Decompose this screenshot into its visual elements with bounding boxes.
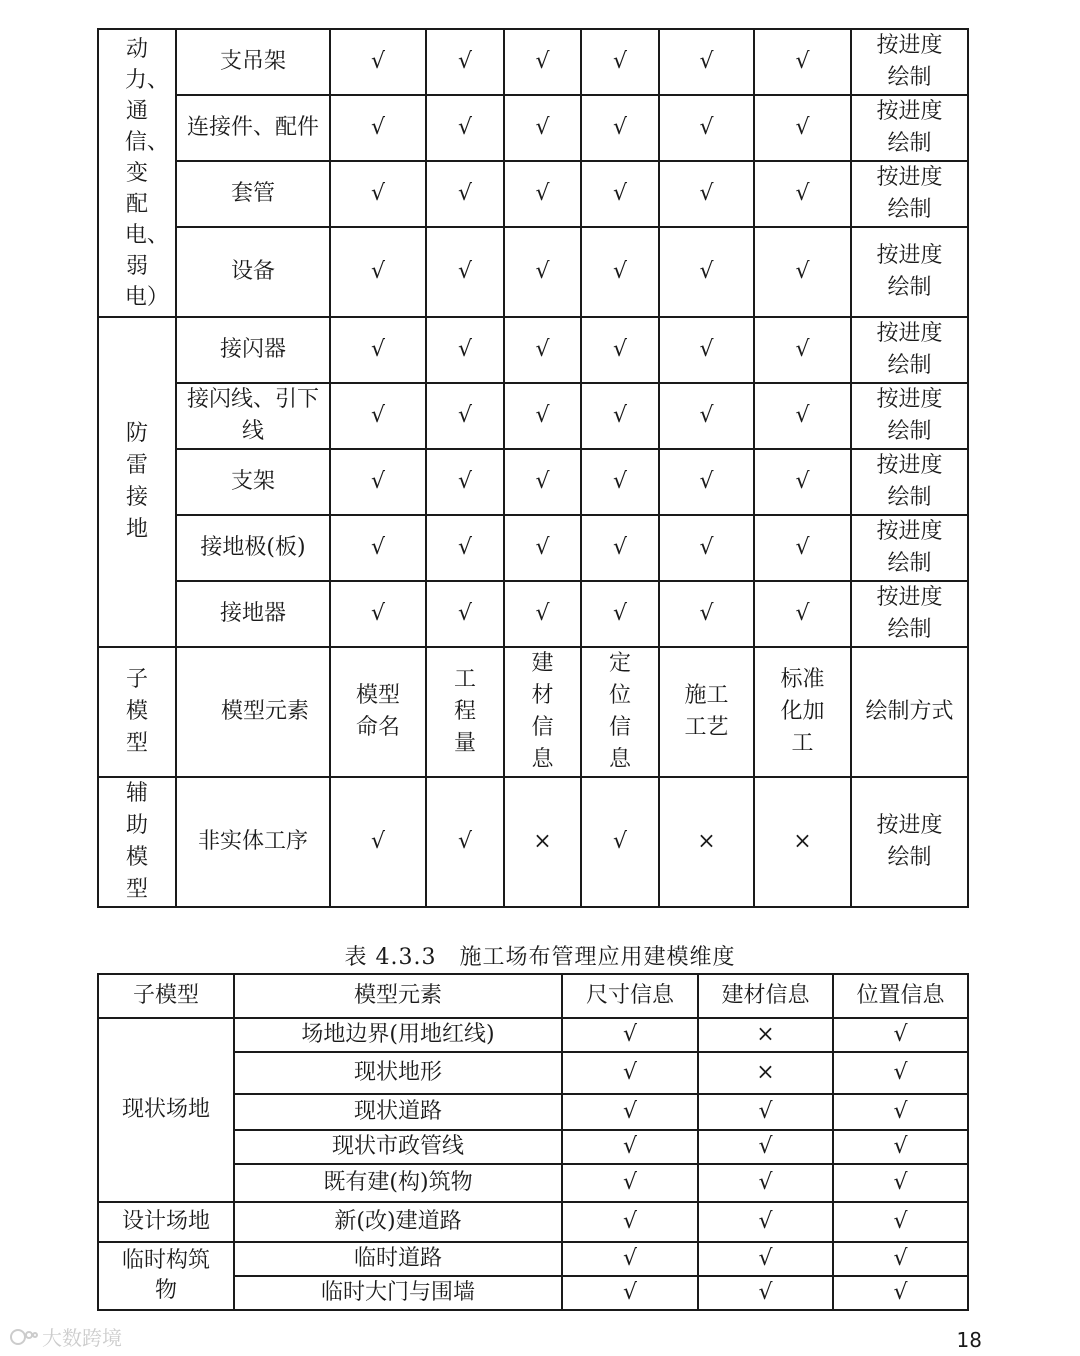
group-cell-power [98,29,176,317]
mark-cell: √ [581,383,659,449]
mark-cell: √ [504,161,581,227]
method-cell-text: 按进度绘制 [876,99,943,156]
method-cell [851,29,968,95]
group-cell [98,1202,234,1242]
table-row [98,581,968,647]
element-cell [176,161,330,227]
method-cell-text: 按进度绘制 [876,519,943,576]
header-cell-text: 施工工艺 [684,683,729,740]
method-cell [851,515,968,581]
mark-cell: √ [562,1164,698,1202]
element-cell: 临时道路 [234,1242,562,1276]
mark-cell: √ [698,1130,833,1164]
modeling-dimension-table-top [97,28,969,908]
header-cell [754,647,851,777]
mark-cell: √ [659,227,754,317]
group-cell-text: 设计场地 [121,1209,210,1234]
element-cell-text: 接闪器 [219,337,286,362]
mark-cell: √ [659,317,754,383]
mark-cell: √ [833,1052,968,1094]
table-row [98,317,968,383]
table-row [98,95,968,161]
mark-cell: √ [659,449,754,515]
element-cell [176,449,330,515]
header-cell [851,647,968,777]
mark-cell: √ [426,29,504,95]
mark-cell: √ [581,227,659,317]
mark-cell: √ [562,1052,698,1094]
mark-cell: √ [698,1094,833,1130]
mark-cell: √ [581,777,659,907]
table-row [98,1202,968,1242]
mark-cell: √ [833,1130,968,1164]
element-cell: 现状地形 [234,1052,562,1094]
element-cell: 新(改)建道路 [234,1202,562,1242]
mark-cell: √ [754,515,851,581]
header-cell: 位置信息 [833,974,968,1018]
mark-cell: √ [330,581,426,647]
method-cell [851,161,968,227]
table-row [98,161,968,227]
table-row [98,1242,968,1276]
table-row [98,383,968,449]
table-row [98,515,968,581]
mark-cell: √ [754,161,851,227]
mark-cell: √ [330,227,426,317]
method-cell-text: 按进度绘制 [876,33,943,90]
mark-cell: √ [504,317,581,383]
mark-cell: √ [581,95,659,161]
mark-cell: √ [330,29,426,95]
header-cell-text: 绘制方式 [865,699,954,724]
mark-cell: √ [562,1018,698,1052]
mark-cell: √ [330,95,426,161]
mark-cell: √ [754,317,851,383]
mark-cell: √ [330,161,426,227]
header-cell [659,647,754,777]
element-cell [176,29,330,95]
mark-cell: √ [754,581,851,647]
method-cell [851,581,968,647]
mark-cell: √ [754,29,851,95]
mark-cell: √ [504,95,581,161]
mark-cell: √ [562,1242,698,1276]
element-cell: 场地边界(用地红线) [234,1018,562,1052]
mark-cell: √ [833,1094,968,1130]
group-cell-aux [98,777,176,907]
mark-cell: √ [581,449,659,515]
mark-cell: √ [754,449,851,515]
element-cell [176,581,330,647]
header-cell-text: 建材信息 [531,651,554,772]
method-cell-text: 按进度绘制 [876,813,943,870]
mark-cell: × [754,777,851,907]
mark-cell: √ [330,449,426,515]
element-cell-text: 接闪线、引下线 [186,387,319,444]
header-cell-text: 标准化加工 [780,667,825,756]
method-cell-text: 按进度绘制 [876,243,943,300]
mark-cell: √ [833,1276,968,1310]
mark-cell: √ [426,515,504,581]
method-cell-text: 按进度绘制 [876,321,943,378]
group-cell [98,1242,234,1310]
element-cell [176,95,330,161]
watermark [10,1322,122,1351]
mark-cell: √ [659,161,754,227]
mark-cell: √ [504,383,581,449]
mark-cell: √ [504,581,581,647]
mark-cell: √ [330,317,426,383]
mark-cell: √ [426,777,504,907]
mark-cell: √ [562,1094,698,1130]
mark-cell: √ [426,161,504,227]
mark-cell: √ [426,383,504,449]
header-cell [98,647,176,777]
mark-cell: √ [833,1018,968,1052]
group-cell-power-text: 动力、通信、变配电、弱电） [124,36,169,310]
mark-cell: √ [581,161,659,227]
method-cell [851,95,968,161]
mark-cell: √ [426,227,504,317]
table-caption: 表 4.3.3 施工场布管理应用建模维度 [344,945,736,970]
group-cell-lightning-text: 防雷接地 [125,421,148,542]
mark-cell: √ [659,581,754,647]
mark-cell: √ [504,29,581,95]
mark-cell: √ [562,1202,698,1242]
mark-cell: √ [581,581,659,647]
mark-cell: × [698,1052,833,1094]
header-cell: 模型元素 [234,974,562,1018]
watermark-logo-icon [10,1327,38,1347]
mark-cell: √ [330,383,426,449]
element-cell [176,317,330,383]
mark-cell: × [698,1018,833,1052]
mark-cell: √ [581,515,659,581]
mark-cell: √ [833,1164,968,1202]
mark-cell: √ [659,95,754,161]
mark-cell: √ [581,317,659,383]
method-cell-text: 按进度绘制 [876,585,943,642]
mark-cell: √ [330,777,426,907]
mark-cell: √ [504,227,581,317]
header-cell [426,647,504,777]
mark-cell: √ [330,515,426,581]
table-row [98,1018,968,1052]
method-cell-text: 按进度绘制 [876,387,943,444]
mark-cell: × [504,777,581,907]
mark-cell: √ [426,581,504,647]
header-cell [176,647,330,777]
mark-cell: × [659,777,754,907]
element-cell: 临时大门与围墙 [234,1276,562,1310]
header-cell-text: 模型命名 [355,683,400,740]
mark-cell: √ [659,515,754,581]
mark-cell: √ [698,1242,833,1276]
element-cell [176,777,330,907]
element-cell-text: 支吊架 [219,49,286,74]
table-row [98,449,968,515]
mark-cell: √ [562,1276,698,1310]
table-bottom-body [98,974,968,1310]
mark-cell: √ [426,449,504,515]
header-cell: 建材信息 [698,974,833,1018]
method-cell [851,317,968,383]
header-row [98,974,968,1018]
header-cell [581,647,659,777]
watermark-text: 大数跨境 [42,1326,122,1350]
element-cell-text: 非实体工序 [197,829,308,854]
mark-cell: √ [504,449,581,515]
mark-cell: √ [754,227,851,317]
mark-cell: √ [754,95,851,161]
header-cell-text: 模型元素 [220,699,309,724]
element-cell [176,383,330,449]
element-cell [176,515,330,581]
method-cell [851,383,968,449]
method-cell [851,449,968,515]
mark-cell: √ [426,95,504,161]
table-row [98,29,968,95]
method-cell-text: 按进度绘制 [876,165,943,222]
group-cell [98,1018,234,1202]
method-cell [851,777,968,907]
header-cell: 子模型 [98,974,234,1018]
mark-cell: √ [698,1164,833,1202]
table-top-body [98,29,968,907]
site-layout-modeling-table [97,973,969,1311]
element-cell [176,227,330,317]
header-cell-text: 子模型 [125,667,148,756]
element-cell-text: 接地极(板) [200,535,306,560]
method-cell [851,227,968,317]
group-cell-text: 现状场地 [121,1097,210,1122]
mark-cell: √ [504,515,581,581]
element-cell-text: 连接件、配件 [186,115,319,140]
header-cell-text: 工程量 [453,667,476,756]
mark-cell: √ [833,1242,968,1276]
mark-cell: √ [426,317,504,383]
element-cell-text: 套管 [230,181,275,206]
mark-cell: √ [698,1276,833,1310]
group-cell-text: 临时构筑物 [121,1248,210,1303]
group-cell-aux-text: 辅助模型 [125,781,148,902]
mark-cell: √ [659,383,754,449]
mark-cell: √ [698,1202,833,1242]
element-cell-text: 设备 [230,259,275,284]
header-row [98,647,968,777]
mark-cell: √ [581,29,659,95]
mark-cell: √ [754,383,851,449]
mark-cell: √ [562,1130,698,1164]
mark-cell: √ [833,1202,968,1242]
element-cell-text: 接地器 [219,601,286,626]
table-row [98,227,968,317]
method-cell-text: 按进度绘制 [876,453,943,510]
header-cell: 尺寸信息 [562,974,698,1018]
page-number: 18 [956,1328,982,1352]
element-cell: 既有建(构)筑物 [234,1164,562,1202]
group-cell-lightning [98,317,176,647]
table-row [98,777,968,907]
element-cell-text: 支架 [230,469,275,494]
header-cell [504,647,581,777]
mark-cell: √ [659,29,754,95]
element-cell: 现状市政管线 [234,1130,562,1164]
header-cell-text: 定位信息 [608,651,631,772]
element-cell: 现状道路 [234,1094,562,1130]
